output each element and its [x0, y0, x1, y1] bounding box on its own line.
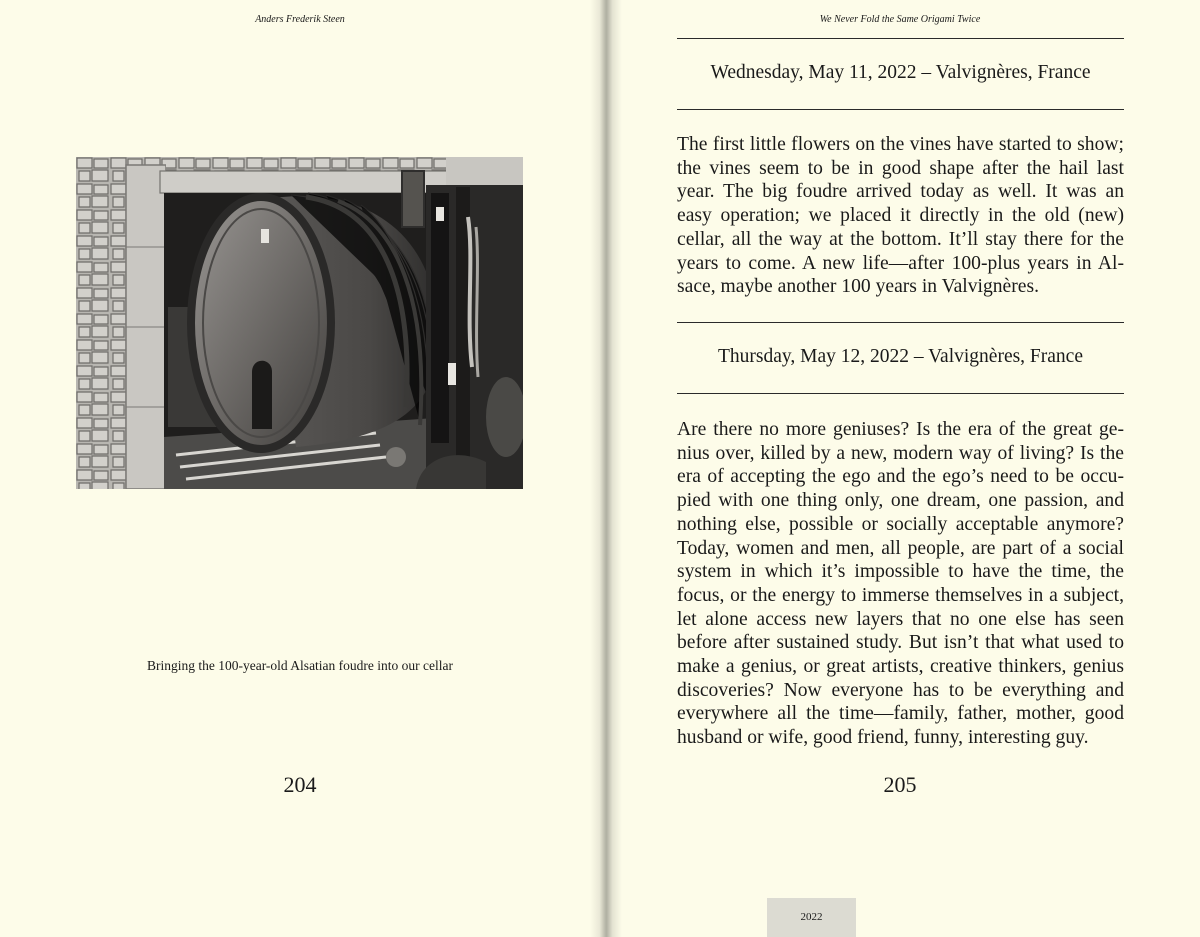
entry-body-may-11 [677, 133, 1124, 299]
text-line: Are there no more geniuses? Is the era of the great ge- [677, 419, 1124, 440]
text-line: era of accepting the ego and the ego’s need to be occu- [677, 466, 1124, 488]
author-running-head: Anders Frederik Steen [255, 14, 345, 25]
text-line: focus, or the energy to immerse themselves in a subject, [677, 584, 1124, 606]
entry-heading-may-12: Thursday, May 12, 2022 – Valvignères, France [717, 346, 1083, 367]
foudre-photo [76, 157, 523, 489]
text-line: everywhere all the time—family, father, mother, good [677, 703, 1124, 725]
title-running-head: We Never Fold the Same Origami Twice [819, 14, 981, 25]
heading-rule-top-2 [677, 322, 1124, 323]
heading-rule-bottom-2 [677, 393, 1124, 394]
text-line: before after sustained study. But isn’t that what used to [677, 632, 1124, 654]
text-line: nothing else, possible or socially acceptable anymore? [677, 513, 1124, 535]
text-line: system in which it’s impossible to have the time, the [677, 561, 1124, 583]
text-line: cellar, all the way at the bottom. It’ll stay there for the [677, 228, 1124, 250]
text-line: discoveries? Now everyone has to be everything and [677, 679, 1124, 701]
heading-rule-bottom-1 [677, 109, 1124, 110]
text-line: years to come. A new life—after 100-plus years in Al- [677, 252, 1124, 274]
text-line: sace, maybe another 100 years in Valvignères. [677, 276, 1039, 298]
heading-rule-top-1 [677, 38, 1124, 39]
text-line: let alone access new layers that no one else has seen [677, 608, 1124, 630]
text-line: husband or wife, good friend, funny, interesting guy. [677, 727, 1089, 749]
text-line: easy operation; we placed it directly in the old (new) [677, 205, 1124, 227]
text-line: nius over, killed by a new, modern way of living? Is the [677, 442, 1124, 464]
entry-body-may-12 [677, 418, 1124, 750]
page-number-left: 204 [283, 772, 317, 797]
text-line: Today, women and men, all people, are part of a social [677, 537, 1124, 559]
text-line: the vines seem to be in good shape after the hail last [677, 157, 1124, 179]
text-line: make a genius, or great artists, creative thinkers, genius [677, 656, 1124, 678]
text-line: year. The big foudre arrived today as well. It was an [677, 181, 1124, 203]
year-tab[interactable]: 2022 [767, 898, 856, 937]
page-number-right: 205 [883, 772, 917, 797]
photo-caption: Bringing the 100-year-old Alsatian foudre into our cellar [146, 658, 454, 673]
entry-heading-may-11: Wednesday, May 11, 2022 – Valvignères, France [710, 62, 1091, 83]
text-line: The first little flowers on the vines have started to show; [677, 134, 1124, 155]
text-line: pied with one thing only, one dream, one passion, and [677, 490, 1124, 512]
